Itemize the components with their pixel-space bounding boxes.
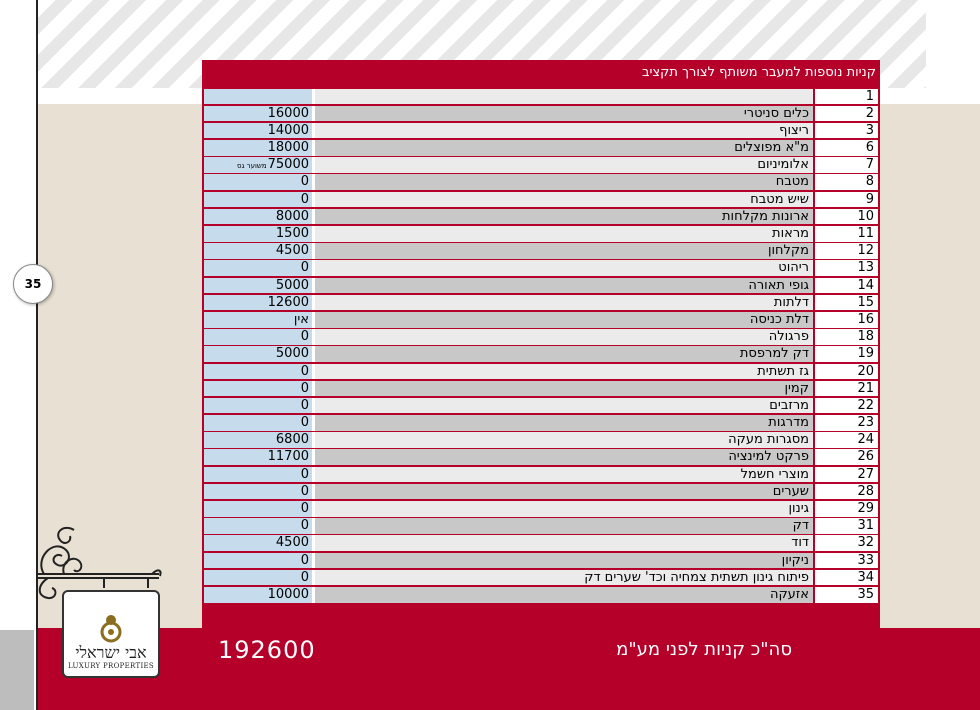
row-number: 18 — [857, 329, 874, 345]
row-number-cell — [815, 106, 878, 122]
table-title: קניות נוספות למעבר משותף לצורך תקציב — [642, 65, 876, 80]
description-text: ריהוט — [778, 260, 809, 276]
description-cell — [315, 501, 813, 517]
value-cell — [204, 243, 312, 259]
row-number: 32 — [857, 535, 874, 551]
logo-name: אבי ישראלי — [75, 643, 147, 662]
row-number-cell — [815, 553, 878, 569]
value-number: 4500 — [275, 243, 309, 259]
row-number: 9 — [865, 191, 874, 207]
value-number: 6800 — [275, 432, 309, 448]
table-row — [202, 552, 880, 569]
description-cell — [315, 312, 813, 328]
door-knocker-icon — [98, 614, 124, 644]
ornamental-sign-bracket-icon — [34, 518, 164, 600]
row-number-cell — [815, 449, 878, 465]
description-text: מקלחון — [767, 243, 809, 259]
value-text — [300, 484, 309, 501]
value-number: 0 — [300, 552, 309, 568]
description-cell — [315, 106, 813, 122]
value-number: 75000 — [267, 157, 309, 173]
table-row — [202, 501, 880, 518]
value-cell — [204, 501, 312, 517]
table-row — [202, 277, 880, 294]
value-text — [267, 106, 309, 123]
table-row — [202, 380, 880, 397]
value-cell — [204, 484, 312, 500]
value-cell — [204, 415, 312, 431]
row-number-cell — [815, 364, 878, 380]
description-cell — [315, 260, 813, 276]
value-cell — [204, 329, 312, 345]
value-number: 0 — [300, 483, 309, 499]
value-number: 0 — [300, 174, 309, 190]
value-number: 0 — [300, 415, 309, 431]
description-text: מ"א מפוצלים — [734, 140, 809, 156]
row-number-cell — [815, 140, 878, 156]
value-text — [300, 518, 309, 535]
value-cell — [204, 432, 312, 448]
description-text: פיתוח גינון תשתית צמחיה וכד' שערים דק — [584, 569, 809, 585]
description-cell — [315, 553, 813, 569]
row-number-cell — [815, 260, 878, 276]
value-cell — [204, 312, 312, 328]
description-cell — [315, 123, 813, 139]
description-text: מרזבים — [769, 397, 809, 413]
description-text: דק למרפסת — [739, 346, 809, 362]
value-text — [267, 140, 309, 157]
value-text — [267, 123, 309, 140]
table-row — [202, 260, 880, 277]
description-cell — [315, 346, 813, 362]
description-cell — [315, 157, 813, 173]
description-cell — [315, 570, 813, 586]
description-text: גופי תאורה — [748, 277, 809, 293]
row-number: 24 — [857, 432, 874, 448]
value-cell — [204, 467, 312, 483]
value-text — [275, 209, 309, 226]
value-number: 1500 — [275, 226, 309, 241]
description-cell — [315, 89, 813, 105]
value-text — [300, 364, 309, 381]
table-row — [202, 88, 880, 105]
table-row — [202, 569, 880, 586]
value-cell — [204, 226, 312, 242]
row-number-cell — [815, 415, 878, 431]
description-text: ריצוף — [779, 122, 809, 138]
row-number: 1 — [865, 88, 874, 104]
value-text — [275, 535, 309, 552]
value-cell — [204, 398, 312, 414]
row-number-cell — [815, 381, 878, 397]
row-number: 29 — [857, 501, 874, 516]
value-cell — [204, 553, 312, 569]
value-number: 0 — [300, 397, 309, 413]
description-cell — [315, 226, 813, 242]
value-note: משוער גס — [237, 162, 267, 171]
value-text — [275, 243, 309, 260]
row-number-cell — [815, 329, 878, 345]
value-cell — [204, 570, 312, 586]
table-row — [202, 208, 880, 225]
row-number-cell — [815, 432, 878, 448]
value-number: 0 — [300, 191, 309, 207]
value-text — [300, 415, 309, 432]
row-number: 33 — [857, 552, 874, 568]
description-text: אזעקה — [769, 586, 809, 602]
row-number: 35 — [857, 586, 874, 602]
table-row — [202, 105, 880, 122]
description-cell — [315, 364, 813, 380]
value-number: 0 — [300, 501, 309, 516]
table-row — [202, 191, 880, 208]
row-number-cell — [815, 157, 878, 173]
value-text — [275, 346, 309, 363]
value-text — [267, 449, 309, 466]
description-cell — [315, 174, 813, 190]
row-number-cell — [815, 398, 878, 414]
row-number: 11 — [857, 226, 874, 241]
table-row — [202, 535, 880, 552]
value-text — [300, 260, 309, 277]
row-number-cell — [815, 484, 878, 500]
row-number: 21 — [857, 380, 874, 396]
row-number-cell — [815, 89, 878, 105]
table-row — [202, 294, 880, 311]
value-text — [293, 312, 309, 329]
description-cell — [315, 295, 813, 311]
description-cell — [315, 415, 813, 431]
row-number-cell — [815, 174, 878, 190]
value-number: 10000 — [267, 586, 309, 602]
row-number-cell — [815, 243, 878, 259]
value-number: 14000 — [267, 122, 309, 138]
value-text — [300, 553, 309, 570]
value-number: 0 — [300, 363, 309, 379]
description-text: פרגולה — [768, 329, 809, 345]
value-text — [237, 157, 309, 174]
table-footer — [202, 638, 880, 662]
row-number: 3 — [865, 122, 874, 138]
value-text — [300, 570, 309, 587]
description-cell — [315, 484, 813, 500]
row-number: 6 — [865, 140, 874, 156]
value-cell — [204, 535, 312, 551]
description-cell — [315, 518, 813, 534]
total-value: 192600 — [218, 636, 316, 664]
table-row — [202, 243, 880, 260]
value-number: 0 — [300, 329, 309, 345]
value-cell — [204, 140, 312, 156]
description-text: כלים סניטרי — [743, 105, 809, 121]
value-cell — [204, 106, 312, 122]
row-number-cell — [815, 467, 878, 483]
row-number-cell — [815, 501, 878, 517]
value-text — [275, 226, 309, 243]
description-text: גז תשתית — [757, 363, 809, 379]
value-cell — [204, 209, 312, 225]
value-cell — [204, 381, 312, 397]
description-text: דק — [792, 518, 809, 534]
value-text — [267, 587, 309, 604]
value-number: 11700 — [267, 449, 309, 465]
value-text — [267, 295, 309, 312]
table-row — [202, 466, 880, 483]
row-number-cell — [815, 587, 878, 603]
budget-table — [202, 88, 880, 604]
value-cell — [204, 518, 312, 534]
description-text: מטבח — [775, 174, 809, 190]
table-row — [202, 449, 880, 466]
row-number-cell — [815, 226, 878, 242]
row-number: 2 — [865, 105, 874, 121]
value-cell — [204, 174, 312, 190]
description-cell — [315, 329, 813, 345]
value-cell — [204, 123, 312, 139]
value-number: 5000 — [275, 277, 309, 293]
value-cell — [204, 449, 312, 465]
description-text: שערים — [772, 483, 809, 499]
value-number: 8000 — [275, 208, 309, 224]
description-text: גינון — [788, 501, 809, 516]
value-number: 0 — [300, 569, 309, 585]
description-text: אלומיניום — [757, 157, 809, 173]
value-cell — [204, 346, 312, 362]
row-number: 26 — [857, 449, 874, 465]
row-number-cell — [815, 209, 878, 225]
row-number: 31 — [857, 518, 874, 534]
total-label: סה"כ קניות לפני מע"מ — [616, 639, 792, 660]
description-text: ארונות מקלחות — [721, 208, 809, 224]
description-cell — [315, 209, 813, 225]
value-text — [275, 432, 309, 449]
table-row — [202, 174, 880, 191]
row-number: 14 — [857, 277, 874, 293]
value-number: 12600 — [267, 294, 309, 310]
description-text: דלתות — [773, 294, 809, 310]
description-cell — [315, 381, 813, 397]
description-text: מוצרי חשמל — [740, 466, 809, 482]
row-number-cell — [815, 123, 878, 139]
value-text — [308, 89, 309, 106]
row-number: 34 — [857, 569, 874, 585]
description-text: מדרגות — [768, 415, 809, 431]
row-number: 20 — [857, 363, 874, 379]
budget-table-panel — [202, 60, 880, 664]
value-text — [300, 381, 309, 398]
description-cell — [315, 432, 813, 448]
row-number-cell — [815, 535, 878, 551]
description-text: שיש מטבח — [750, 191, 809, 207]
value-number: 16000 — [267, 105, 309, 121]
description-text: קמין — [784, 380, 809, 396]
description-text: פרקט למינציה — [728, 449, 809, 465]
row-number: 16 — [857, 311, 874, 327]
description-text: מסגרות מעקה — [728, 432, 809, 448]
description-cell — [315, 243, 813, 259]
value-cell — [204, 364, 312, 380]
description-text: ניקיון — [781, 552, 809, 568]
row-number-cell — [815, 192, 878, 208]
value-text — [300, 192, 309, 209]
table-row — [202, 140, 880, 157]
row-number: 15 — [857, 294, 874, 310]
row-number-cell — [815, 570, 878, 586]
row-number: 23 — [857, 415, 874, 431]
value-number: 18000 — [267, 140, 309, 156]
value-cell — [204, 278, 312, 294]
table-row — [202, 346, 880, 363]
row-number: 27 — [857, 466, 874, 482]
value-number: אין — [293, 311, 309, 327]
row-number: 13 — [857, 260, 874, 276]
bottom-grey-strip — [0, 630, 34, 710]
row-number: 8 — [865, 174, 874, 190]
table-row — [202, 397, 880, 414]
row-number-cell — [815, 346, 878, 362]
description-text: דוד — [791, 535, 809, 551]
description-cell — [315, 535, 813, 551]
description-cell — [315, 467, 813, 483]
description-cell — [315, 398, 813, 414]
value-text — [300, 398, 309, 415]
value-cell — [204, 295, 312, 311]
value-number: 4500 — [275, 535, 309, 551]
row-number: 22 — [857, 397, 874, 413]
table-row — [202, 415, 880, 432]
value-cell — [204, 260, 312, 276]
table-row — [202, 157, 880, 174]
description-cell — [315, 449, 813, 465]
description-text: מראות — [772, 226, 809, 241]
value-cell — [204, 157, 312, 173]
table-row — [202, 483, 880, 500]
value-cell — [204, 587, 312, 603]
description-cell — [315, 587, 813, 603]
description-text: דלת כניסה — [749, 311, 809, 327]
description-cell — [315, 278, 813, 294]
row-number: 7 — [865, 157, 874, 173]
logo-subtitle: LUXURY PROPERTIES — [67, 662, 155, 670]
row-number-cell — [815, 278, 878, 294]
table-row — [202, 311, 880, 328]
table-row — [202, 329, 880, 346]
row-number-cell — [815, 312, 878, 328]
table-row — [202, 518, 880, 535]
row-number: 19 — [857, 346, 874, 362]
row-number: 28 — [857, 483, 874, 499]
value-cell — [204, 192, 312, 208]
row-number: 10 — [857, 208, 874, 224]
value-text — [300, 467, 309, 484]
value-number: 0 — [300, 380, 309, 396]
page-number: 35 — [13, 264, 53, 304]
row-number-cell — [815, 518, 878, 534]
row-number: 12 — [857, 243, 874, 259]
value-number: 5000 — [275, 346, 309, 362]
table-row — [202, 226, 880, 243]
description-cell — [315, 140, 813, 156]
value-text — [300, 501, 309, 518]
value-text — [300, 174, 309, 191]
value-number: 0 — [300, 260, 309, 276]
table-row — [202, 122, 880, 139]
table-row — [202, 432, 880, 449]
description-cell — [315, 192, 813, 208]
value-number: 0 — [300, 518, 309, 534]
company-logo — [62, 590, 160, 678]
page-margin-line — [36, 0, 38, 710]
value-number: 0 — [300, 466, 309, 482]
value-text — [300, 329, 309, 346]
value-cell — [204, 89, 312, 105]
table-row — [202, 363, 880, 380]
table-row — [202, 586, 880, 603]
row-number-cell — [815, 295, 878, 311]
value-text — [275, 278, 309, 295]
